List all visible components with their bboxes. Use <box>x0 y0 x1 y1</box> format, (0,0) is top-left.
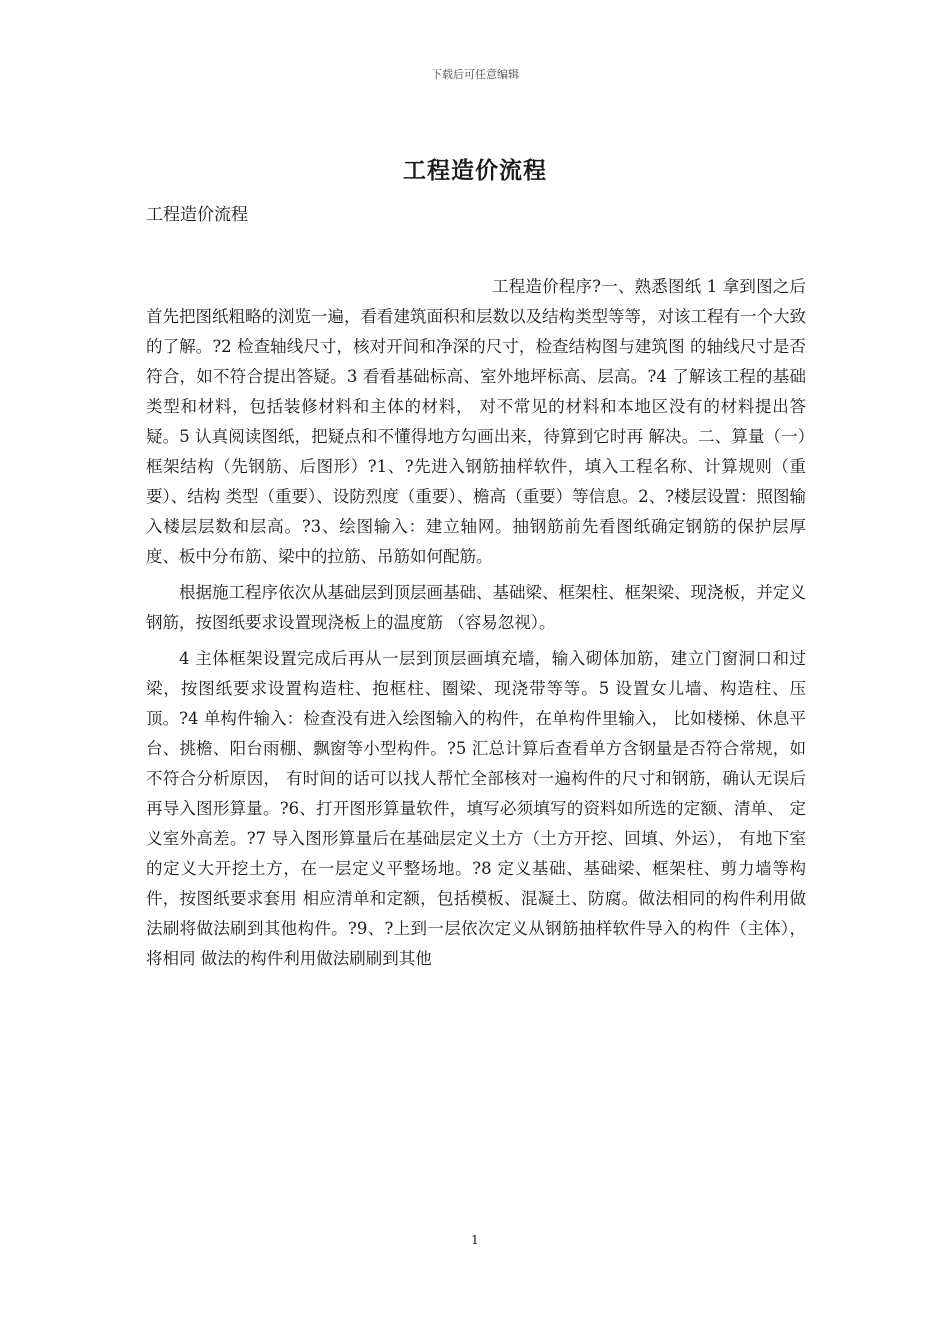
paragraph-3: 4 主体框架设置完成后再从一层到顶层画填充墙，输入砌体加筋，建立门窗洞口和过梁，按图纸要求设置构造柱、抱框柱、圈梁、现浇带等等。5 设置女儿墙、构造柱、压顶。?4 单构件输入：检查没有进入绘图输入的构件，在单构件里输入， 比如楼梯、休息平台、挑檐、阳台雨棚、飘窗等小型构件。?5 汇总计算后查看单方含钢量是否符合常规，如不符合分析原因， 有时间的话可以找人帮忙全部核对一遍构件的尺寸和钢筋，确认无误后再导入图形算量。?6、打开图形算量软件，填写必须填写的资料如所选的定额、清单、 定义室外高差。?7 导入图形算量后在基础层定义土方（土方开挖、回填、外运）， 有地下室的定义大开挖土方，在一层定义平整场地。?8 定义基础、基础梁、框架柱、剪力墙等构件，按图纸要求套用 相应清单和定额，包括模板、混凝土、防腐。做法相同的构件利用做法刷将做法刷到其他构件。?9、?上到一层依次定义从钢筋抽样软件导入的构件（主体），将相同 做法的构件利用做法刷刷到其他 <box>146 649 806 968</box>
document-subtitle: 工程造价流程 <box>146 205 248 225</box>
paragraph-2: 根据施工程序依次从基础层到顶层画基础、基础梁、框架柱、框架梁、现浇板，并定义钢筋，按图纸要求设置现浇板上的温度筋 （容易忽视）。 <box>146 583 806 632</box>
header-note: 下载后可任意编辑 <box>431 68 519 81</box>
page-title: 工程造价流程 <box>403 157 547 184</box>
page-number: 1 <box>471 1233 479 1247</box>
paragraph-1: 工程造价程序?一、熟悉图纸 1 拿到图之后首先把图纸粗略的浏览一遍，看看建筑面积和层数以及结构类型等等，对该工程有一个大致的了解。?2 检查轴线尺寸，核对开间和净深的尺寸，检查结构图与建筑图 的轴线尺寸是否符合，如不符合提出答疑。3 看看基础标高、室外地坪标高、层高。?4 了解该工程的基础类型和材料，包括装修材料和主体的材料， 对不常见的材料和本地区没有的材料提出答疑。5 认真阅读图纸，把疑点和不懂得地方勾画出来，待算到它时再 解决。二、算量（一）框架结构（先钢筋、后图形）?1、?先进入钢筋抽样软件，填入工程名称、计算规则（重要）、结构 类型（重要）、设防烈度（重要）、檐高（重要）等信息。2、?楼层设置：照图输入楼层层数和层高。?3、绘图输入：建立轴网。抽钢筋前先看图纸确定钢筋的保护层厚度、板中分布筋、梁中的拉筋、吊筋如何配筋。 <box>146 277 806 566</box>
document-body <box>146 272 806 980</box>
